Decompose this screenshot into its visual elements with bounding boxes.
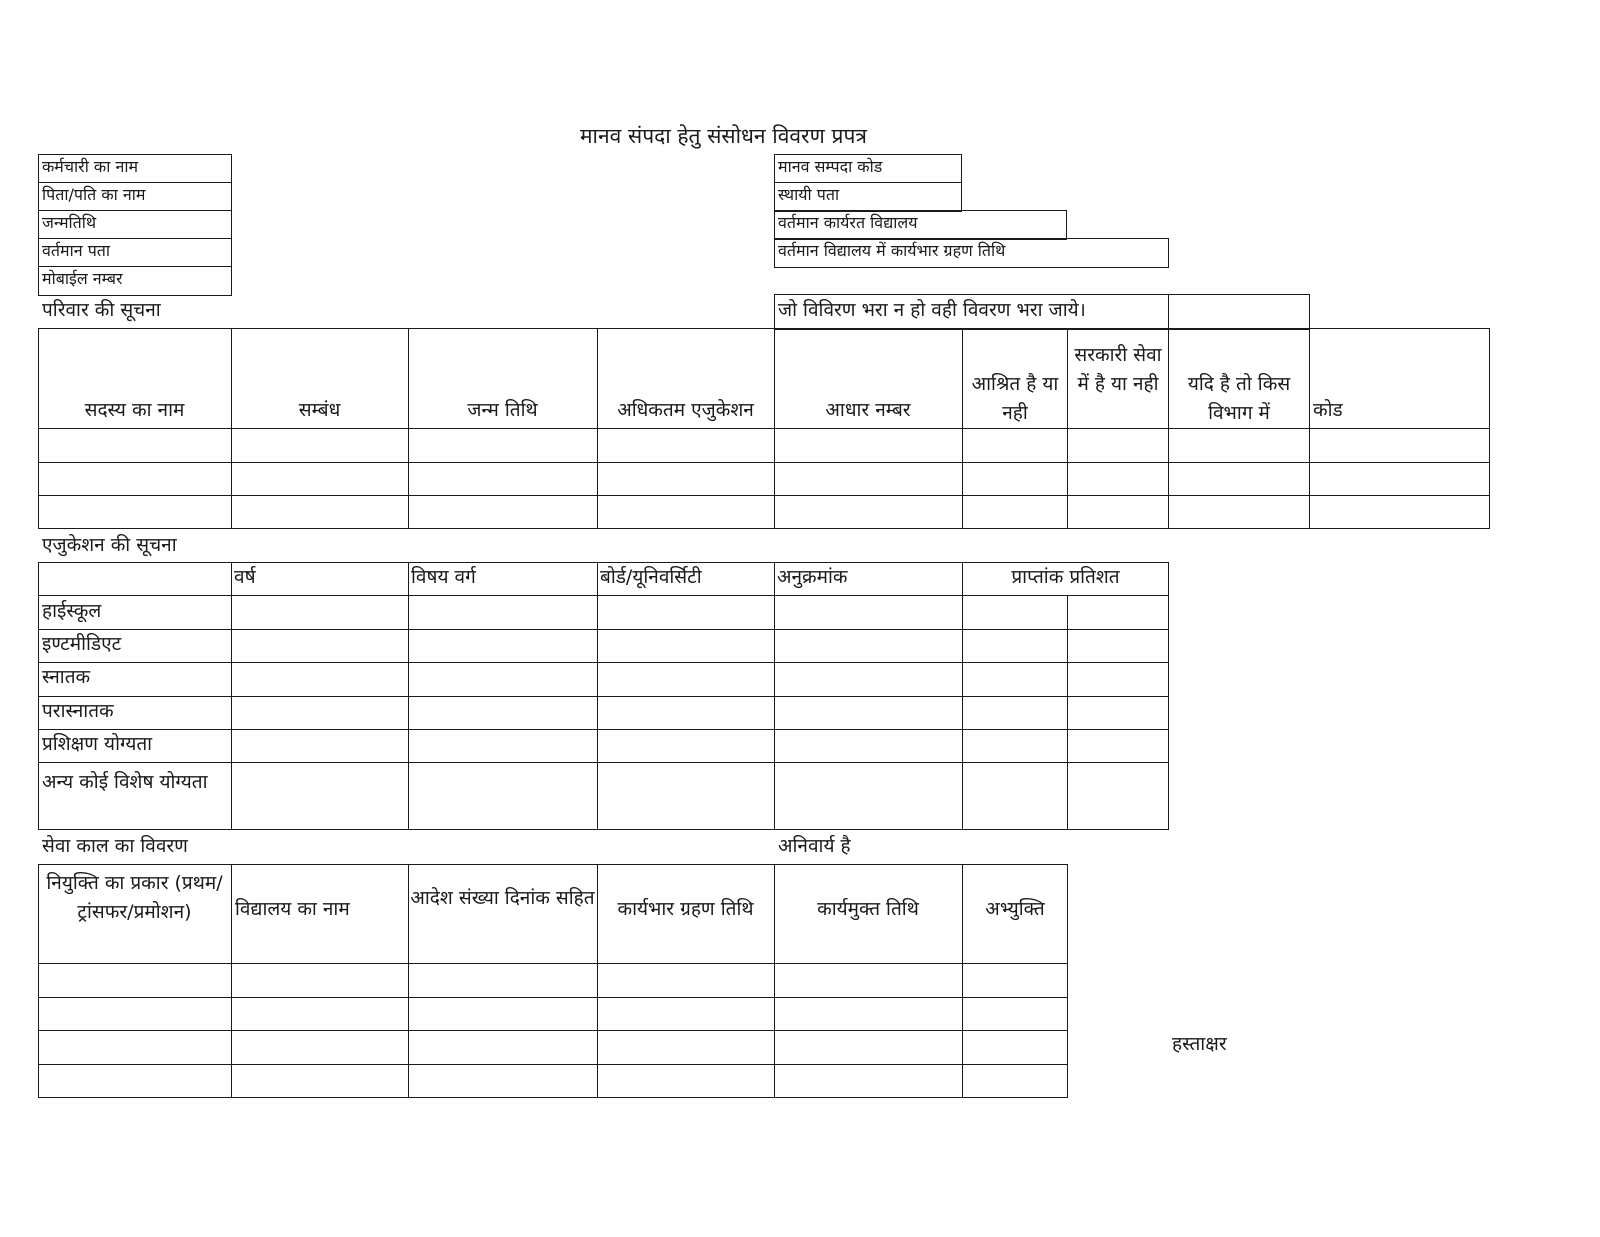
education-section-title: एजुकेशन की सूचना bbox=[42, 534, 177, 556]
svc-col-remarks: अभ्युक्ति bbox=[985, 898, 1045, 920]
svc-col-school-name: विद्यालय का नाम bbox=[235, 898, 350, 920]
mandatory-note: अनिवार्य है bbox=[778, 835, 851, 857]
edu-row-intermediate: इण्टमीडिएट bbox=[42, 633, 122, 655]
col-max-education: अधिकतम एजुकेशन bbox=[617, 399, 754, 421]
col-birth-date: जन्म तिथि bbox=[467, 399, 538, 421]
col-aadhaar: आधार नम्बर bbox=[825, 399, 911, 421]
joining-date-label: वर्तमान विद्यालय में कार्यभार ग्रहण तिथि bbox=[778, 241, 1006, 260]
permanent-address-label: स्थायी पता bbox=[778, 185, 840, 204]
current-address-label: वर्तमान पता bbox=[42, 241, 111, 260]
edu-col-roll-number: अनुक्रमांक bbox=[777, 566, 848, 588]
date-of-birth-label: जन्मतिथि bbox=[42, 213, 97, 232]
father-husband-name-label: पिता/पति का नाम bbox=[42, 185, 146, 204]
edu-row-other-qualification: अन्य कोई विशेष योग्यता bbox=[42, 771, 208, 793]
edu-col-percentage: प्राप्तांक प्रतिशत bbox=[1011, 566, 1120, 588]
edu-col-board: बोर्ड/यूनिवर्सिटी bbox=[600, 566, 702, 588]
employee-name-label: कर्मचारी का नाम bbox=[42, 157, 139, 176]
col-code: कोड bbox=[1313, 399, 1343, 421]
svc-col-appointment-type: नियुक्ति का प्रकार (प्रथम/ट्रांसफर/प्रमोशन) bbox=[46, 872, 223, 923]
edu-row-graduation: स्नातक bbox=[42, 666, 91, 688]
svc-col-joining-date: कार्यभार ग्रहण तिथि bbox=[617, 898, 754, 920]
col-member-name: सदस्य का नाम bbox=[84, 399, 185, 421]
hr-code-label: मानव सम्पदा कोड bbox=[778, 157, 883, 176]
edu-col-year: वर्ष bbox=[234, 566, 256, 588]
edu-row-training: प्रशिक्षण योग्यता bbox=[42, 733, 153, 755]
svc-col-relieving-date: कार्यमुक्त तिथि bbox=[817, 898, 919, 920]
edu-col-subject: विषय वर्ग bbox=[411, 566, 476, 588]
col-relation: सम्बंध bbox=[298, 399, 341, 421]
mobile-number-label: मोबाईल नम्बर bbox=[42, 269, 123, 288]
signature-label: हस्ताक्षर bbox=[1172, 1033, 1227, 1055]
col-department: यदि है तो किस विभाग में bbox=[1187, 373, 1291, 424]
family-note: जो विविरण भरा न हो वही विवरण भरा जाये। bbox=[778, 299, 1086, 321]
col-govt-service: सरकारी सेवा में है या नही bbox=[1074, 344, 1162, 395]
edu-row-highschool: हाईस्कूल bbox=[42, 600, 102, 622]
svc-col-order-number: आदेश संख्या दिनांक सहित bbox=[410, 887, 595, 909]
current-school-label: वर्तमान कार्यरत विद्यालय bbox=[778, 213, 918, 232]
col-dependent: आश्रित है या नही bbox=[971, 373, 1059, 424]
service-section-title: सेवा काल का विवरण bbox=[42, 835, 188, 857]
family-section-title: परिवार की सूचना bbox=[42, 299, 161, 321]
form-title: मानव संपदा हेतु संसोधन विवरण प्रपत्र bbox=[580, 124, 867, 148]
edu-row-postgraduation: परास्नातक bbox=[42, 700, 114, 722]
